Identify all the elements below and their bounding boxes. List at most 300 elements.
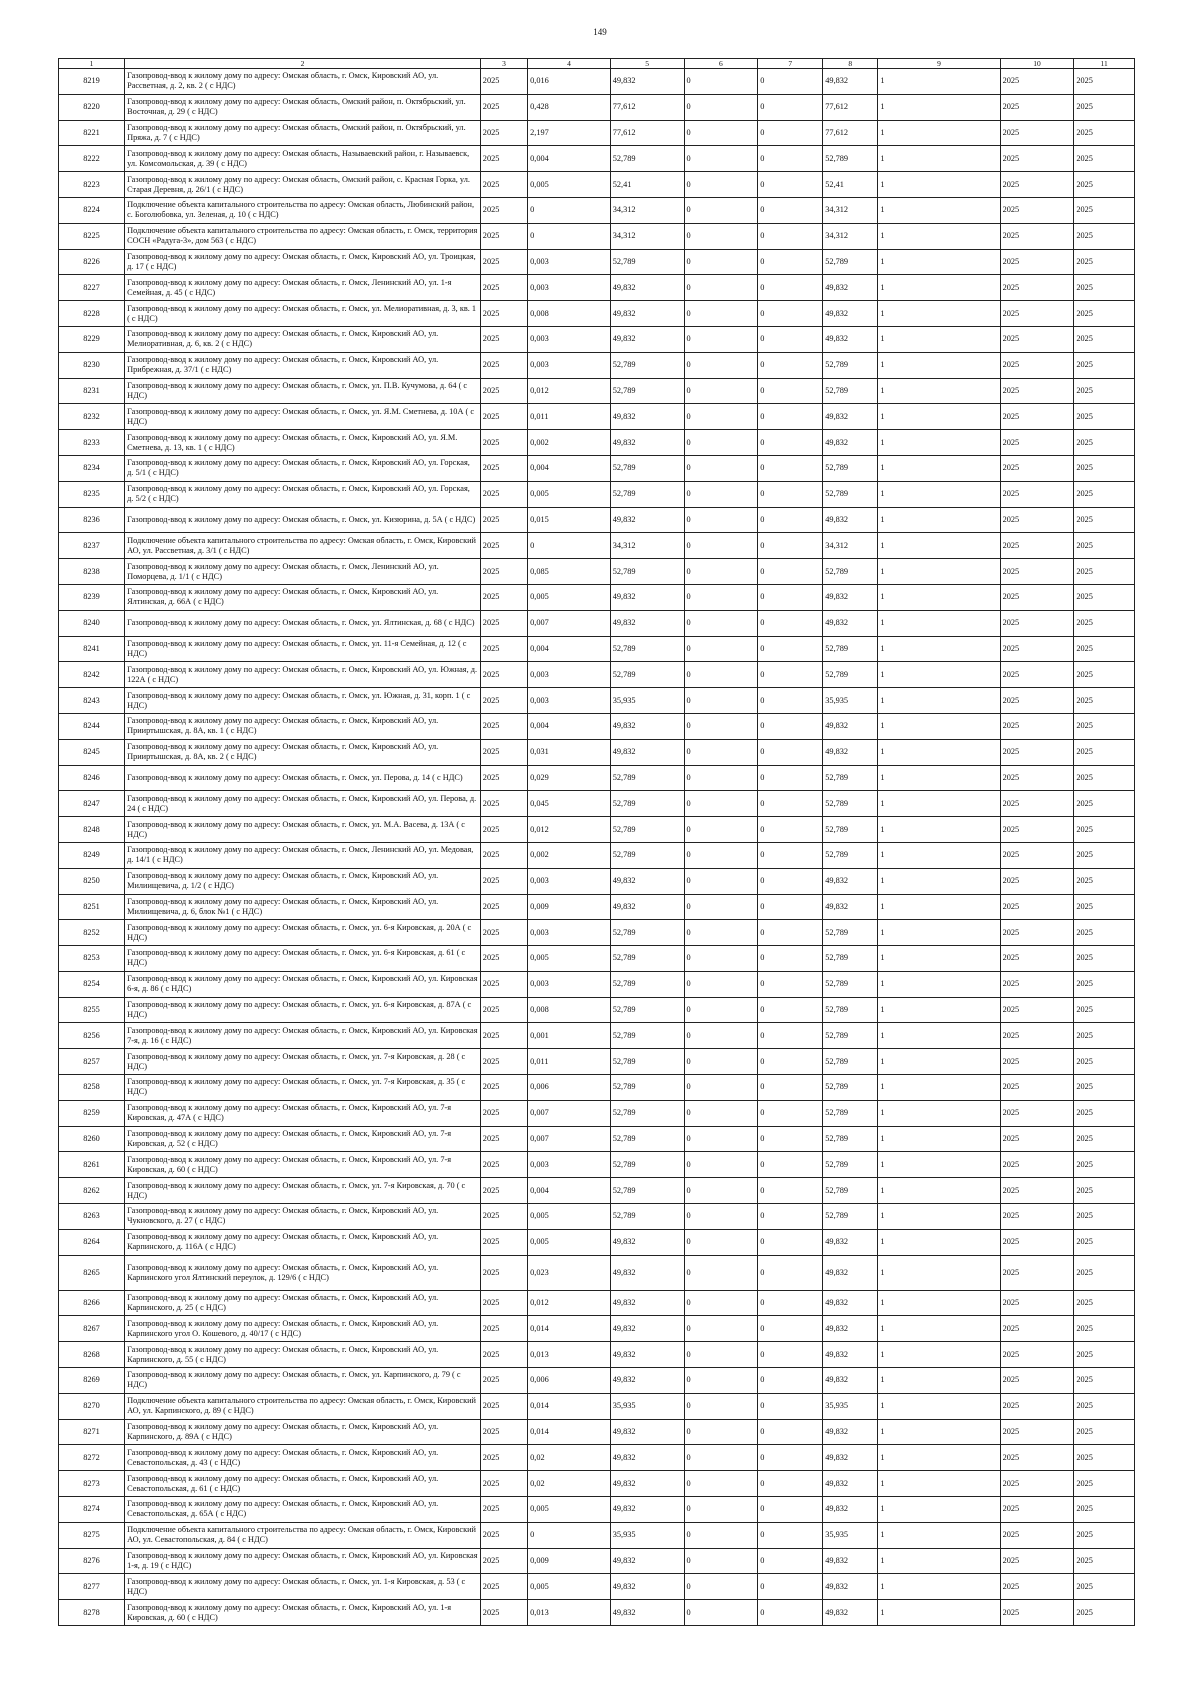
- cost-cell: 52,789: [610, 1126, 684, 1152]
- year-cell: 2025: [480, 197, 527, 223]
- total-cost-cell: 49,832: [823, 430, 878, 456]
- table-row: [59, 1126, 1135, 1152]
- end-year-cell: 2025: [1074, 894, 1135, 920]
- year-cell: 2025: [480, 120, 527, 146]
- length-cell: 0,031: [528, 739, 611, 765]
- table-row: [59, 146, 1135, 172]
- total-cost-cell: 49,832: [823, 1368, 878, 1394]
- count-cell: 1: [878, 688, 1000, 714]
- count-cell: 1: [878, 1419, 1000, 1445]
- table-row: [59, 1522, 1135, 1548]
- count-cell: 1: [878, 197, 1000, 223]
- table-row: [59, 1229, 1135, 1255]
- table-row: [59, 817, 1135, 843]
- value-cell-6: 0: [684, 559, 758, 585]
- cost-cell: 52,789: [610, 817, 684, 843]
- value-cell-6: 0: [684, 120, 758, 146]
- table-row: [59, 636, 1135, 662]
- row-number: 8233: [59, 430, 125, 456]
- row-number: 8221: [59, 120, 125, 146]
- end-year-cell: 2025: [1074, 275, 1135, 301]
- total-cost-cell: 34,312: [823, 533, 878, 559]
- value-cell-6: 0: [684, 1522, 758, 1548]
- length-cell: 0,003: [528, 971, 611, 997]
- count-cell: 1: [878, 662, 1000, 688]
- row-number: 8254: [59, 971, 125, 997]
- object-description: Газопровод-ввод к жилому дому по адресу: Омская область, г. Омск, Кировский АО, ул. Кировская 6-я, д. 86 ( с НДС): [125, 971, 481, 997]
- cost-cell: 34,312: [610, 197, 684, 223]
- start-year-cell: 2025: [1000, 1178, 1074, 1204]
- end-year-cell: 2025: [1074, 533, 1135, 559]
- end-year-cell: 2025: [1074, 1023, 1135, 1049]
- count-cell: 1: [878, 1023, 1000, 1049]
- value-cell-6: 0: [684, 739, 758, 765]
- total-cost-cell: 52,789: [823, 1075, 878, 1101]
- count-cell: 1: [878, 378, 1000, 404]
- end-year-cell: 2025: [1074, 1126, 1135, 1152]
- end-year-cell: 2025: [1074, 1548, 1135, 1574]
- value-cell-7: 0: [758, 1522, 823, 1548]
- value-cell-7: 0: [758, 584, 823, 610]
- year-cell: 2025: [480, 172, 527, 198]
- value-cell-6: 0: [684, 1497, 758, 1523]
- length-cell: 0,013: [528, 1342, 611, 1368]
- object-description: Подключение объекта капитального строительства по адресу: Омская область, Любинский район, с. Боголюбовка, ул. Зеленая, д. 10 ( с НДС): [125, 197, 481, 223]
- row-number: 8261: [59, 1152, 125, 1178]
- end-year-cell: 2025: [1074, 1204, 1135, 1230]
- year-cell: 2025: [480, 249, 527, 275]
- start-year-cell: 2025: [1000, 1023, 1074, 1049]
- cost-cell: 49,832: [610, 1574, 684, 1600]
- value-cell-6: 0: [684, 249, 758, 275]
- total-cost-cell: 34,312: [823, 223, 878, 249]
- total-cost-cell: 52,789: [823, 455, 878, 481]
- count-cell: 1: [878, 94, 1000, 120]
- table-row: [59, 481, 1135, 507]
- table-row: [59, 69, 1135, 95]
- end-year-cell: 2025: [1074, 404, 1135, 430]
- count-cell: 1: [878, 894, 1000, 920]
- count-cell: 1: [878, 223, 1000, 249]
- cost-cell: 49,832: [610, 1419, 684, 1445]
- value-cell-6: 0: [684, 971, 758, 997]
- table-row: [59, 352, 1135, 378]
- table-row: [59, 1023, 1135, 1049]
- year-cell: 2025: [480, 688, 527, 714]
- value-cell-6: 0: [684, 1548, 758, 1574]
- cost-cell: 52,789: [610, 662, 684, 688]
- length-cell: 0,003: [528, 352, 611, 378]
- cost-cell: 49,832: [610, 1316, 684, 1342]
- value-cell-6: 0: [684, 1178, 758, 1204]
- year-cell: 2025: [480, 1152, 527, 1178]
- cost-cell: 49,832: [610, 713, 684, 739]
- value-cell-6: 0: [684, 688, 758, 714]
- count-cell: 1: [878, 1075, 1000, 1101]
- value-cell-6: 0: [684, 817, 758, 843]
- object-description: Газопровод-ввод к жилому дому по адресу: Омская область, г. Омск, Кировский АО, ул. Севастопольская, д. 61 ( с НДС): [125, 1471, 481, 1497]
- year-cell: 2025: [480, 997, 527, 1023]
- length-cell: 0,003: [528, 326, 611, 352]
- value-cell-7: 0: [758, 1600, 823, 1626]
- start-year-cell: 2025: [1000, 172, 1074, 198]
- start-year-cell: 2025: [1000, 120, 1074, 146]
- start-year-cell: 2025: [1000, 301, 1074, 327]
- table-row: [59, 430, 1135, 456]
- object-description: Газопровод-ввод к жилому дому по адресу: Омская область, г. Омск, Кировский АО, ул. Севастопольская, д. 65А ( с НДС): [125, 1497, 481, 1523]
- length-cell: 0,008: [528, 301, 611, 327]
- end-year-cell: 2025: [1074, 1152, 1135, 1178]
- table-row: [59, 275, 1135, 301]
- row-number: 8265: [59, 1255, 125, 1290]
- year-cell: 2025: [480, 1522, 527, 1548]
- year-cell: 2025: [480, 1445, 527, 1471]
- start-year-cell: 2025: [1000, 430, 1074, 456]
- object-description: Газопровод-ввод к жилому дому по адресу: Омская область, Омский район, п. Октябрьский, ул. Пряжа, д. 7 ( с НДС): [125, 120, 481, 146]
- start-year-cell: 2025: [1000, 739, 1074, 765]
- count-cell: 1: [878, 1342, 1000, 1368]
- total-cost-cell: 52,789: [823, 765, 878, 791]
- value-cell-6: 0: [684, 455, 758, 481]
- count-cell: 1: [878, 1574, 1000, 1600]
- value-cell-6: 0: [684, 1316, 758, 1342]
- row-number: 8230: [59, 352, 125, 378]
- end-year-cell: 2025: [1074, 1522, 1135, 1548]
- row-number: 8272: [59, 1445, 125, 1471]
- end-year-cell: 2025: [1074, 69, 1135, 95]
- value-cell-6: 0: [684, 378, 758, 404]
- start-year-cell: 2025: [1000, 1049, 1074, 1075]
- row-number: 8234: [59, 455, 125, 481]
- table-row: [59, 1548, 1135, 1574]
- table-row: [59, 688, 1135, 714]
- table-row: [59, 1600, 1135, 1626]
- object-description: Газопровод-ввод к жилому дому по адресу: Омская область, г. Омск, Ленинский АО, ул. 1-я Семейная, д. 45 ( с НДС): [125, 275, 481, 301]
- end-year-cell: 2025: [1074, 146, 1135, 172]
- row-number: 8223: [59, 172, 125, 198]
- total-cost-cell: 52,789: [823, 1126, 878, 1152]
- cost-cell: 49,832: [610, 739, 684, 765]
- count-cell: 1: [878, 1290, 1000, 1316]
- row-number: 8268: [59, 1342, 125, 1368]
- value-cell-6: 0: [684, 1393, 758, 1419]
- count-cell: 1: [878, 455, 1000, 481]
- count-cell: 1: [878, 120, 1000, 146]
- cost-cell: 52,789: [610, 842, 684, 868]
- row-number: 8252: [59, 920, 125, 946]
- year-cell: 2025: [480, 636, 527, 662]
- count-cell: 1: [878, 997, 1000, 1023]
- row-number: 8240: [59, 610, 125, 636]
- value-cell-6: 0: [684, 713, 758, 739]
- column-header: 2: [125, 59, 481, 69]
- year-cell: 2025: [480, 1290, 527, 1316]
- object-description: Газопровод-ввод к жилому дому по адресу: Омская область, г. Омск, Кировский АО, ул. Карпинского, д. 25 ( с НДС): [125, 1290, 481, 1316]
- count-cell: 1: [878, 1152, 1000, 1178]
- value-cell-6: 0: [684, 1100, 758, 1126]
- object-description: Подключение объекта капитального строительства по адресу: Омская область, г. Омск, Кировский АО, ул. Севастопольская, д. 84 ( с НДС): [125, 1522, 481, 1548]
- cost-cell: 52,789: [610, 352, 684, 378]
- object-description: Газопровод-ввод к жилому дому по адресу: Омская область, г. Омск, Кировский АО, ул. Кировская 1-я, д. 19 ( с НДС): [125, 1548, 481, 1574]
- total-cost-cell: 49,832: [823, 1419, 878, 1445]
- table-row: [59, 920, 1135, 946]
- object-description: Газопровод-ввод к жилому дому по адресу: Омская область, г. Омск, Ленинский АО, ул. Поморцева, д. 1/1 ( с НДС): [125, 559, 481, 585]
- year-cell: 2025: [480, 275, 527, 301]
- start-year-cell: 2025: [1000, 1445, 1074, 1471]
- length-cell: 0,013: [528, 1600, 611, 1626]
- total-cost-cell: 52,789: [823, 481, 878, 507]
- value-cell-6: 0: [684, 610, 758, 636]
- year-cell: 2025: [480, 1178, 527, 1204]
- cost-cell: 52,789: [610, 1178, 684, 1204]
- length-cell: 0,004: [528, 1178, 611, 1204]
- object-description: Газопровод-ввод к жилому дому по адресу: Омская область, г. Омск, Кировский АО, ул. Я.М. Сметнева, д. 13, кв. 1 ( с НДС): [125, 430, 481, 456]
- length-cell: 0,005: [528, 1204, 611, 1230]
- start-year-cell: 2025: [1000, 1497, 1074, 1523]
- cost-cell: 52,789: [610, 920, 684, 946]
- length-cell: 0,005: [528, 1229, 611, 1255]
- row-number: 8236: [59, 507, 125, 533]
- length-cell: 0,004: [528, 146, 611, 172]
- cost-cell: 52,789: [610, 971, 684, 997]
- cost-cell: 77,612: [610, 120, 684, 146]
- count-cell: 1: [878, 1100, 1000, 1126]
- value-cell-6: 0: [684, 94, 758, 120]
- end-year-cell: 2025: [1074, 1290, 1135, 1316]
- end-year-cell: 2025: [1074, 1316, 1135, 1342]
- cost-cell: 49,832: [610, 430, 684, 456]
- value-cell-7: 0: [758, 997, 823, 1023]
- table-row: [59, 455, 1135, 481]
- cost-cell: 49,832: [610, 404, 684, 430]
- start-year-cell: 2025: [1000, 1255, 1074, 1290]
- end-year-cell: 2025: [1074, 1600, 1135, 1626]
- length-cell: 2,197: [528, 120, 611, 146]
- row-number: 8235: [59, 481, 125, 507]
- year-cell: 2025: [480, 533, 527, 559]
- table-row: [59, 378, 1135, 404]
- value-cell-7: 0: [758, 1152, 823, 1178]
- end-year-cell: 2025: [1074, 197, 1135, 223]
- object-description: Газопровод-ввод к жилому дому по адресу: Омская область, г. Омск, ул. М.А. Васева, д. 13А ( с НДС): [125, 817, 481, 843]
- column-number-row: [59, 59, 1135, 69]
- end-year-cell: 2025: [1074, 326, 1135, 352]
- value-cell-6: 0: [684, 533, 758, 559]
- value-cell-6: 0: [684, 584, 758, 610]
- start-year-cell: 2025: [1000, 842, 1074, 868]
- value-cell-7: 0: [758, 1419, 823, 1445]
- table-row: [59, 507, 1135, 533]
- count-cell: 1: [878, 1204, 1000, 1230]
- table-row: [59, 868, 1135, 894]
- end-year-cell: 2025: [1074, 1574, 1135, 1600]
- table-row: [59, 1471, 1135, 1497]
- row-number: 8257: [59, 1049, 125, 1075]
- count-cell: 1: [878, 1445, 1000, 1471]
- value-cell-6: 0: [684, 946, 758, 972]
- end-year-cell: 2025: [1074, 817, 1135, 843]
- value-cell-7: 0: [758, 172, 823, 198]
- value-cell-6: 0: [684, 1574, 758, 1600]
- end-year-cell: 2025: [1074, 610, 1135, 636]
- cost-cell: 35,935: [610, 1522, 684, 1548]
- value-cell-7: 0: [758, 146, 823, 172]
- row-number: 8250: [59, 868, 125, 894]
- table-row: [59, 1178, 1135, 1204]
- start-year-cell: 2025: [1000, 559, 1074, 585]
- cost-cell: 49,832: [610, 301, 684, 327]
- table-row: [59, 791, 1135, 817]
- start-year-cell: 2025: [1000, 481, 1074, 507]
- length-cell: 0: [528, 533, 611, 559]
- value-cell-6: 0: [684, 1049, 758, 1075]
- total-cost-cell: 52,789: [823, 1178, 878, 1204]
- year-cell: 2025: [480, 1049, 527, 1075]
- value-cell-6: 0: [684, 636, 758, 662]
- row-number: 8237: [59, 533, 125, 559]
- total-cost-cell: 52,789: [823, 1049, 878, 1075]
- row-number: 8253: [59, 946, 125, 972]
- year-cell: 2025: [480, 326, 527, 352]
- end-year-cell: 2025: [1074, 1100, 1135, 1126]
- end-year-cell: 2025: [1074, 94, 1135, 120]
- object-description: Газопровод-ввод к жилому дому по адресу: Омская область, г. Омск, ул. Мелиоративная, д. 3, кв. 1 ( с НДС): [125, 301, 481, 327]
- length-cell: 0,012: [528, 817, 611, 843]
- row-number: 8276: [59, 1548, 125, 1574]
- value-cell-7: 0: [758, 559, 823, 585]
- end-year-cell: 2025: [1074, 946, 1135, 972]
- year-cell: 2025: [480, 1023, 527, 1049]
- count-cell: 1: [878, 610, 1000, 636]
- year-cell: 2025: [480, 146, 527, 172]
- year-cell: 2025: [480, 817, 527, 843]
- length-cell: 0,011: [528, 404, 611, 430]
- object-description: Газопровод-ввод к жилому дому по адресу: Омская область, г. Омск, ул. Кизюрина, д. 5А ( с НДС): [125, 507, 481, 533]
- start-year-cell: 2025: [1000, 1342, 1074, 1368]
- object-description: Газопровод-ввод к жилому дому по адресу: Омская область, г. Омск, Кировский АО, ул. Карпинского угол Ялтинский переулок, д. 129/6 ( с НДС): [125, 1255, 481, 1290]
- count-cell: 1: [878, 1368, 1000, 1394]
- row-number: 8256: [59, 1023, 125, 1049]
- value-cell-7: 0: [758, 481, 823, 507]
- value-cell-6: 0: [684, 223, 758, 249]
- cost-cell: 52,789: [610, 455, 684, 481]
- object-description: Газопровод-ввод к жилому дому по адресу: Омская область, г. Омск, Кировский АО, ул. Прииртышская, д. 8А, кв. 2 ( с НДС): [125, 739, 481, 765]
- start-year-cell: 2025: [1000, 404, 1074, 430]
- cost-cell: 77,612: [610, 94, 684, 120]
- object-description: Газопровод-ввод к жилому дому по адресу: Омская область, г. Омск, Кировский АО, ул. 7-я Кировская, д. 47А ( с НДС): [125, 1100, 481, 1126]
- object-description: Газопровод-ввод к жилому дому по адресу: Омская область, г. Омск, Кировский АО, ул. Карпинского угол О. Кошевого, д. 40/17 ( с НДС): [125, 1316, 481, 1342]
- value-cell-7: 0: [758, 688, 823, 714]
- length-cell: 0,02: [528, 1445, 611, 1471]
- count-cell: 1: [878, 1316, 1000, 1342]
- total-cost-cell: 52,789: [823, 249, 878, 275]
- object-description: Газопровод-ввод к жилому дому по адресу: Омская область, г. Омск, ул. Я.М. Сметнева, д. 10А ( с НДС): [125, 404, 481, 430]
- registry-table: [58, 58, 1135, 1626]
- value-cell-7: 0: [758, 1229, 823, 1255]
- value-cell-7: 0: [758, 507, 823, 533]
- total-cost-cell: 49,832: [823, 1600, 878, 1626]
- object-description: Газопровод-ввод к жилому дому по адресу: Омская область, г. Омск, ул. Ялтинская, д. 68 ( с НДС): [125, 610, 481, 636]
- value-cell-7: 0: [758, 197, 823, 223]
- object-description: Газопровод-ввод к жилому дому по адресу: Омская область, г. Омск, ул. 7-я Кировская, д. 35 ( с НДС): [125, 1075, 481, 1101]
- value-cell-7: 0: [758, 94, 823, 120]
- count-cell: 1: [878, 249, 1000, 275]
- length-cell: 0,045: [528, 791, 611, 817]
- length-cell: 0,006: [528, 1368, 611, 1394]
- end-year-cell: 2025: [1074, 120, 1135, 146]
- start-year-cell: 2025: [1000, 1419, 1074, 1445]
- count-cell: 1: [878, 507, 1000, 533]
- total-cost-cell: 49,832: [823, 301, 878, 327]
- cost-cell: 52,789: [610, 559, 684, 585]
- length-cell: 0,003: [528, 920, 611, 946]
- row-number: 8243: [59, 688, 125, 714]
- value-cell-6: 0: [684, 1229, 758, 1255]
- total-cost-cell: 49,832: [823, 584, 878, 610]
- value-cell-6: 0: [684, 481, 758, 507]
- year-cell: 2025: [480, 378, 527, 404]
- value-cell-6: 0: [684, 430, 758, 456]
- count-cell: 1: [878, 533, 1000, 559]
- total-cost-cell: 52,789: [823, 971, 878, 997]
- length-cell: 0,015: [528, 507, 611, 533]
- length-cell: 0: [528, 1522, 611, 1548]
- cost-cell: 52,41: [610, 172, 684, 198]
- total-cost-cell: 52,789: [823, 559, 878, 585]
- start-year-cell: 2025: [1000, 1316, 1074, 1342]
- row-number: 8270: [59, 1393, 125, 1419]
- value-cell-7: 0: [758, 301, 823, 327]
- end-year-cell: 2025: [1074, 507, 1135, 533]
- row-number: 8269: [59, 1368, 125, 1394]
- year-cell: 2025: [480, 1126, 527, 1152]
- count-cell: 1: [878, 1548, 1000, 1574]
- start-year-cell: 2025: [1000, 1471, 1074, 1497]
- count-cell: 1: [878, 1126, 1000, 1152]
- total-cost-cell: 35,935: [823, 1393, 878, 1419]
- value-cell-6: 0: [684, 1290, 758, 1316]
- value-cell-7: 0: [758, 971, 823, 997]
- column-header: 8: [823, 59, 878, 69]
- value-cell-7: 0: [758, 765, 823, 791]
- end-year-cell: 2025: [1074, 791, 1135, 817]
- year-cell: 2025: [480, 1393, 527, 1419]
- value-cell-6: 0: [684, 275, 758, 301]
- table-row: [59, 301, 1135, 327]
- value-cell-7: 0: [758, 533, 823, 559]
- count-cell: 1: [878, 791, 1000, 817]
- count-cell: 1: [878, 1178, 1000, 1204]
- end-year-cell: 2025: [1074, 430, 1135, 456]
- value-cell-7: 0: [758, 1445, 823, 1471]
- end-year-cell: 2025: [1074, 1229, 1135, 1255]
- end-year-cell: 2025: [1074, 172, 1135, 198]
- object-description: Газопровод-ввод к жилому дому по адресу: Омская область, г. Омск, Кировский АО, ул. Чукновского, д. 27 ( с НДС): [125, 1204, 481, 1230]
- table-row: [59, 223, 1135, 249]
- count-cell: 1: [878, 352, 1000, 378]
- value-cell-6: 0: [684, 352, 758, 378]
- cost-cell: 52,789: [610, 1023, 684, 1049]
- object-description: Газопровод-ввод к жилому дому по адресу: Омская область, г. Омск, ул. П.В. Кучумова, д. 64 ( с НДС): [125, 378, 481, 404]
- value-cell-7: 0: [758, 1049, 823, 1075]
- length-cell: 0,005: [528, 172, 611, 198]
- row-number: 8241: [59, 636, 125, 662]
- total-cost-cell: 35,935: [823, 1522, 878, 1548]
- total-cost-cell: 49,832: [823, 69, 878, 95]
- total-cost-cell: 49,832: [823, 739, 878, 765]
- object-description: Газопровод-ввод к жилому дому по адресу: Омская область, г. Омск, Кировский АО, ул. Мелиоративная, д. 6, кв. 2 ( с НДС): [125, 326, 481, 352]
- length-cell: 0,014: [528, 1393, 611, 1419]
